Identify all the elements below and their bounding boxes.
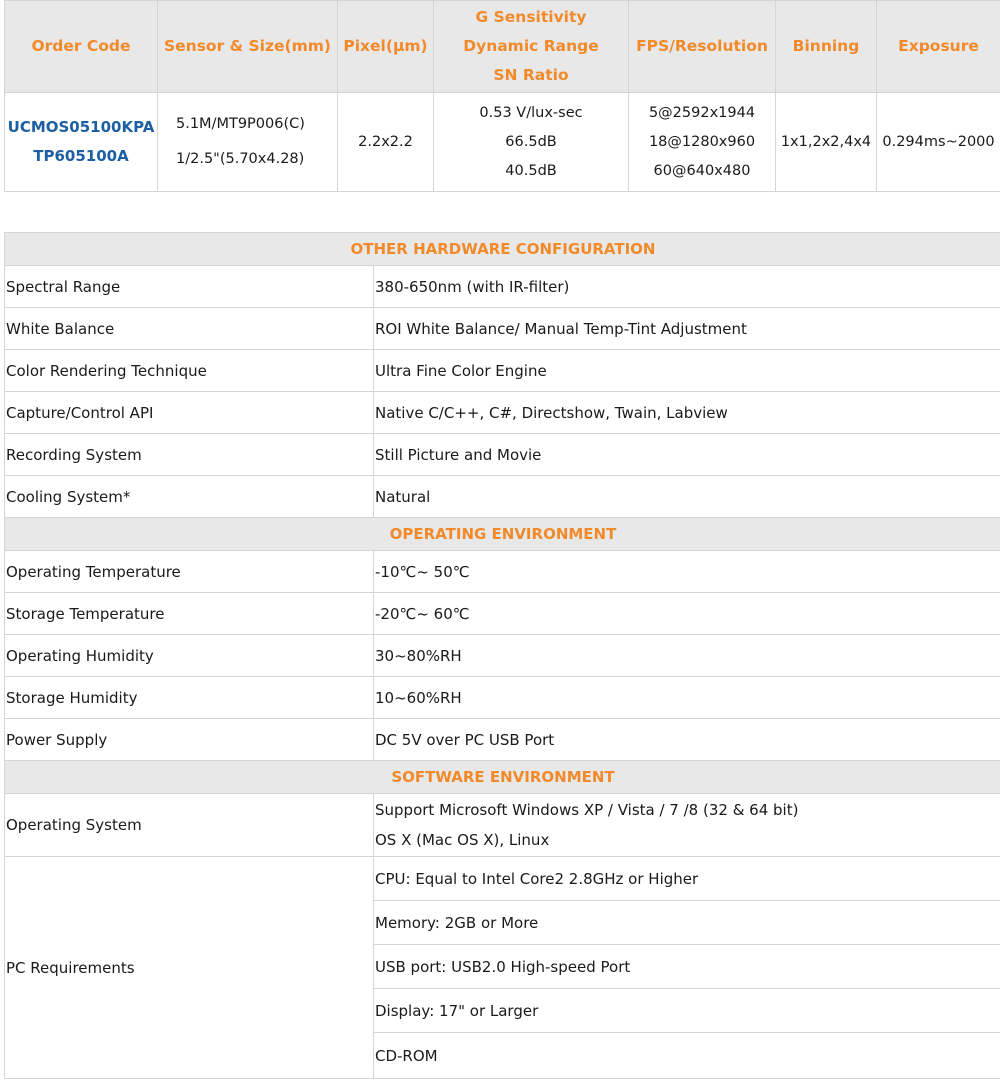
os-line: Support Microsoft Windows XP / Vista / 7 /8 (32 & 64 bit) xyxy=(375,801,799,819)
pc-requirements-list xyxy=(374,857,1000,1079)
row-value: -20℃~ 60℃ xyxy=(374,593,1000,635)
row-label: Storage Humidity xyxy=(5,677,374,719)
spec-data-row xyxy=(5,93,1000,192)
dynamic-range-value: 66.5dB xyxy=(505,133,557,150)
row-value: Ultra Fine Color Engine xyxy=(374,350,1000,392)
table-row xyxy=(5,857,1000,1079)
sn-ratio-value: 40.5dB xyxy=(505,162,557,179)
exposure-cell: 0.294ms~2000 xyxy=(877,93,1000,192)
list-item: Display: 17" or Larger xyxy=(374,989,1000,1033)
table-row xyxy=(5,635,1000,677)
table-row xyxy=(5,392,1000,434)
row-value: Still Picture and Movie xyxy=(374,434,1000,476)
binning-cell: 1x1,2x2,4x4 xyxy=(776,93,877,192)
spec-table xyxy=(4,0,1000,192)
row-value xyxy=(374,794,1000,857)
row-label: Storage Temperature xyxy=(5,593,374,635)
header-sn-ratio: SN Ratio xyxy=(493,66,569,84)
hardware-section-title: OTHER HARDWARE CONFIGURATION xyxy=(5,233,1000,266)
header-dynamic-range: Dynamic Range xyxy=(463,37,599,55)
row-label: Operating System xyxy=(5,794,374,857)
spec-header-row xyxy=(5,1,1000,93)
row-label: Power Supply xyxy=(5,719,374,761)
list-item: CD-ROM xyxy=(375,1046,438,1065)
fps-value: 5@2592x1944 xyxy=(648,104,756,121)
row-value: ROI White Balance/ Manual Temp-Tint Adjustment xyxy=(374,308,1000,350)
fps-value: 60@640x480 xyxy=(653,162,751,179)
row-value: Native C/C++, C#, Directshow, Twain, Labview xyxy=(374,392,1000,434)
sensor-model: 5.1M/MT9P006(C) xyxy=(176,116,305,132)
list-item: CPU: Equal to Intel Core2 2.8GHz or Higher xyxy=(374,857,1000,901)
header-exposure: Exposure xyxy=(877,1,1000,93)
header-fps-resolution: FPS/Resolution xyxy=(629,1,776,93)
list-item: Memory: 2GB or More xyxy=(374,901,1000,945)
row-label: Color Rendering Technique xyxy=(5,350,374,392)
config-table xyxy=(4,232,1000,1079)
row-label: PC Requirements xyxy=(5,857,374,1079)
table-row xyxy=(5,551,1000,593)
table-row xyxy=(5,794,1000,857)
table-row xyxy=(5,434,1000,476)
section-header-row xyxy=(5,233,1000,266)
section-header-row xyxy=(5,518,1000,551)
table-row xyxy=(5,350,1000,392)
row-value: -10℃~ 50℃ xyxy=(374,551,1000,593)
order-code-link-2[interactable]: TP605100A xyxy=(33,147,129,165)
order-code-link-1[interactable]: UCMOS05100KPA xyxy=(7,118,155,136)
order-code-cell xyxy=(5,93,158,192)
os-line: OS X (Mac OS X), Linux xyxy=(375,831,550,849)
g-sensitivity-value: 0.53 V/lux-sec xyxy=(479,104,583,121)
table-row xyxy=(5,677,1000,719)
row-value: 380-650nm (with IR-filter) xyxy=(374,266,1000,308)
row-label: Recording System xyxy=(5,434,374,476)
fps-value: 18@1280x960 xyxy=(648,133,756,150)
table-row xyxy=(5,266,1000,308)
table-row xyxy=(5,593,1000,635)
row-label: White Balance xyxy=(5,308,374,350)
sensitivity-cell xyxy=(434,93,629,192)
list-item: USB port: USB2.0 High-speed Port xyxy=(374,945,1000,989)
pixel-cell: 2.2x2.2 xyxy=(338,93,434,192)
header-sensitivity-group xyxy=(434,1,629,93)
row-label: Operating Humidity xyxy=(5,635,374,677)
row-value: 10~60%RH xyxy=(374,677,1000,719)
table-row xyxy=(5,476,1000,518)
software-section-title: SOFTWARE ENVIRONMENT xyxy=(5,761,1000,794)
header-g-sensitivity: G Sensitivity xyxy=(475,8,587,26)
row-value: Natural xyxy=(374,476,1000,518)
row-label: Operating Temperature xyxy=(5,551,374,593)
row-value: 30~80%RH xyxy=(374,635,1000,677)
header-binning: Binning xyxy=(776,1,877,93)
operating-section-title: OPERATING ENVIRONMENT xyxy=(5,518,1000,551)
row-label: Cooling System* xyxy=(5,476,374,518)
section-header-row xyxy=(5,761,1000,794)
row-label: Capture/Control API xyxy=(5,392,374,434)
fps-cell xyxy=(629,93,776,192)
table-row xyxy=(5,719,1000,761)
row-value: DC 5V over PC USB Port xyxy=(374,719,1000,761)
sensor-dimensions: 1/2.5"(5.70x4.28) xyxy=(176,151,305,167)
header-pixel: Pixel(μm) xyxy=(338,1,434,93)
header-sensor-size: Sensor & Size(mm) xyxy=(158,1,338,93)
header-order-code: Order Code xyxy=(5,1,158,93)
sensor-size-cell xyxy=(158,93,338,192)
row-label: Spectral Range xyxy=(5,266,374,308)
table-row xyxy=(5,308,1000,350)
